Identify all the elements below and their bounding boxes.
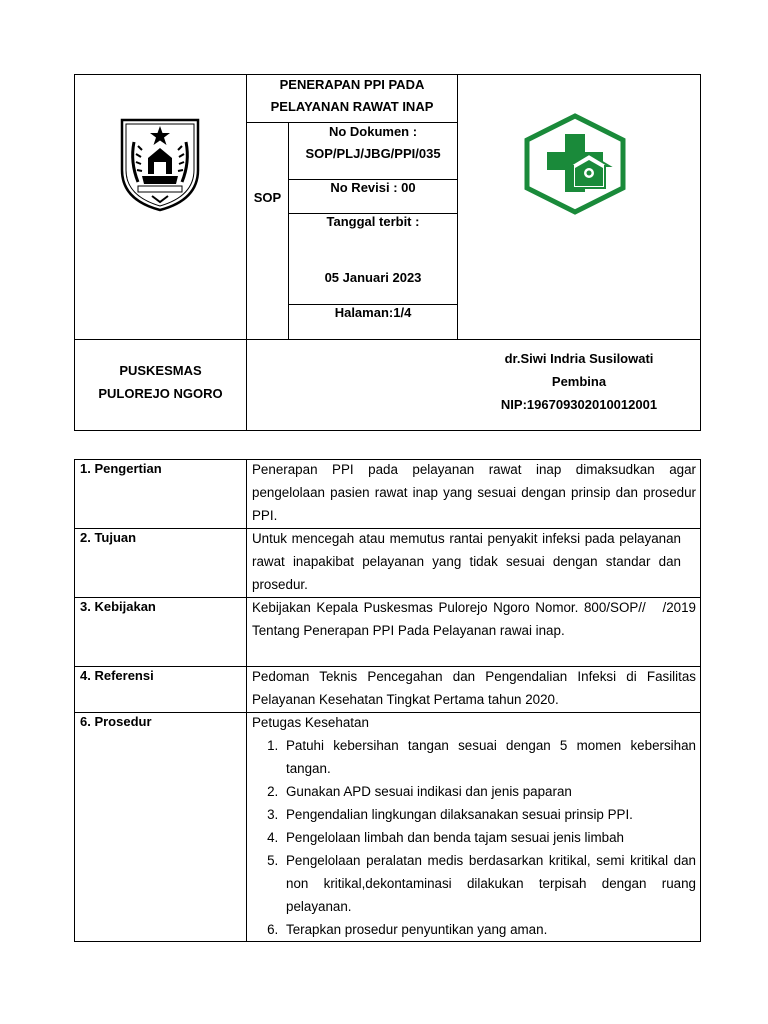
section-label-pengertian: 1. Pengertian xyxy=(80,461,162,476)
document-title-line2: PELAYANAN RAWAT INAP xyxy=(270,99,434,114)
signer-role: Pembina xyxy=(551,374,607,389)
section-text-kebijakan: Kebijakan Kepala Puskesmas Pulorejo Ngoro Nomor. 800/SOP// /2019 Tentang Penerapan PPI Pada Pelayanan rawai inap. xyxy=(252,600,696,638)
revision-number: No Revisi : 00 xyxy=(330,180,416,195)
org-name-line1: PUSKESMAS xyxy=(119,363,202,378)
regional-emblem-icon xyxy=(116,112,204,212)
section-text-tujuan: Untuk mencegah atau memutus rantai penyakit infeksi pada pelayanan rawat inapakibat pelayanan yang tidak sesuai dengan standar dan prosedur. xyxy=(252,531,681,592)
section-label-tujuan: 2. Tujuan xyxy=(80,530,137,545)
page-number: Halaman:1/4 xyxy=(334,305,412,320)
procedure-step: 4. Pengelolaan limbah dan benda tajam sesuai jenis limbah xyxy=(282,826,696,849)
signer-name: dr.Siwi Indria Susilowati xyxy=(504,351,654,366)
section-label-kebijakan: 3. Kebijakan xyxy=(80,599,156,614)
issue-date-value: 05 Januari 2023 xyxy=(324,270,422,285)
doc-number-value: SOP/PLJ/JBG/PPI/035 xyxy=(305,146,441,161)
section-label-prosedur: 6. Prosedur xyxy=(80,714,152,729)
doc-number-label: No Dokumen : xyxy=(328,124,418,139)
signer-nip: NIP:196709302010012001 xyxy=(500,397,658,412)
document-title-line1: PENERAPAN PPI PADA xyxy=(279,77,425,92)
section-label-referensi: 4. Referensi xyxy=(80,668,154,683)
procedure-steps xyxy=(252,734,696,941)
procedure-intro: Petugas Kesehatan xyxy=(252,715,369,730)
sop-label: SOP xyxy=(253,190,282,205)
procedure-step: 2. Gunakan APD sesuai indikasi dan jenis paparan xyxy=(282,780,696,803)
procedure-step: 5. Pengelolaan peralatan medis berdasarkan kritikal, semi kritikal dan non kritikal,dekontaminasi dilakukan terpisah dengan ruang pelayanan. xyxy=(282,849,696,918)
puskesmas-logo-icon xyxy=(521,112,629,216)
procedure-step: 6. Terapkan prosedur penyuntikan yang aman. xyxy=(282,918,696,941)
org-name-line2: PULOREJO NGORO xyxy=(98,386,223,401)
section-text-referensi: Pedoman Teknis Pencegahan dan Pengendalian Infeksi di Fasilitas Pelayanan Kesehatan Tingkat Pertama tahun 2020. xyxy=(252,669,696,707)
procedure-step: 3. Pengendalian lingkungan dilaksanakan sesuai prinsip PPI. xyxy=(282,803,696,826)
section-text-pengertian: Penerapan PPI pada pelayanan rawat inap dimaksudkan agar pengelolaan pasien rawat inap yang sesuai dengan prinsip dan prosedur PPI. xyxy=(252,462,696,523)
issue-date-label: Tanggal terbit : xyxy=(326,214,420,229)
procedure-step: 1. Patuhi kebersihan tangan sesuai dengan 5 momen kebersihan tangan. xyxy=(282,734,696,780)
